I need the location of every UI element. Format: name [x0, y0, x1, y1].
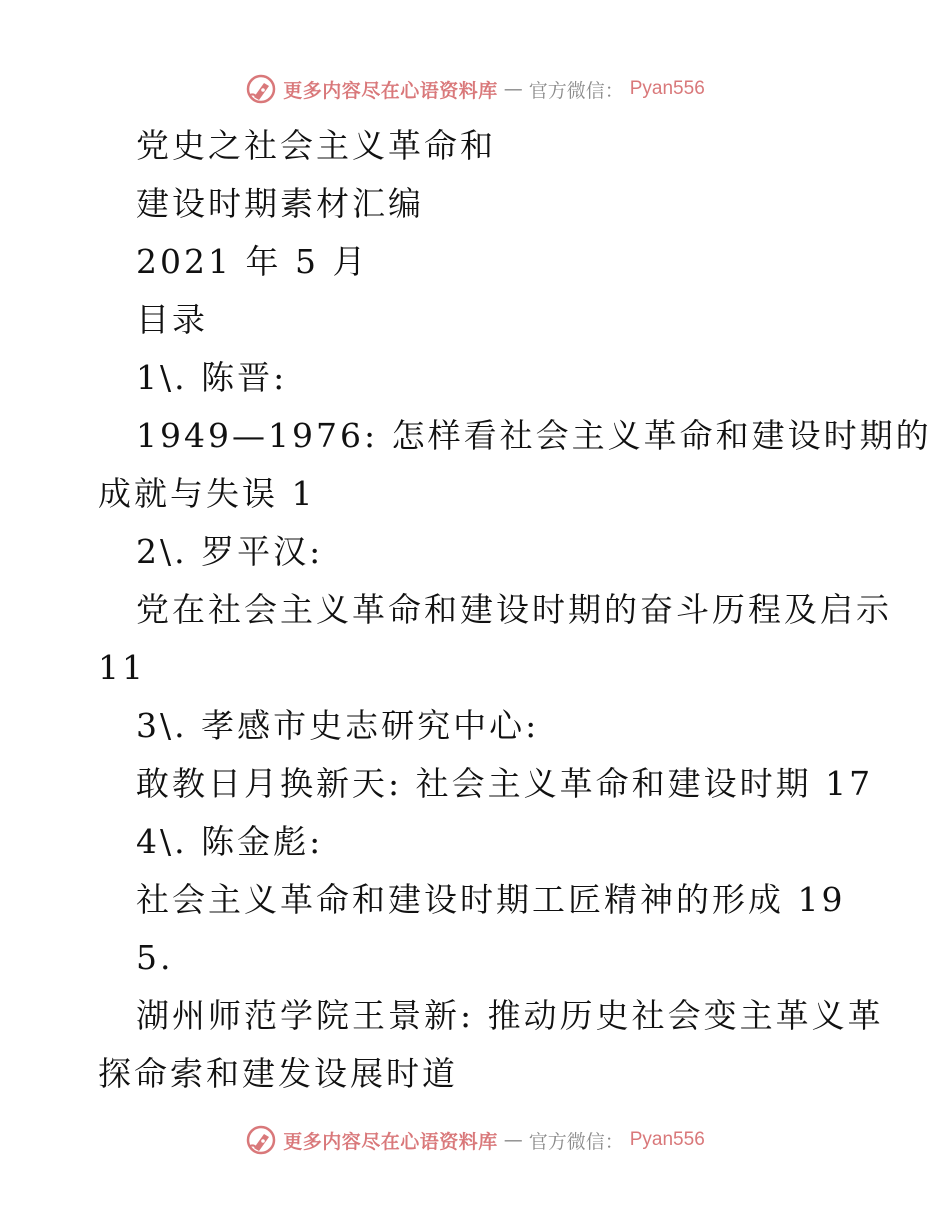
document-date: 2021 年 5 月 — [136, 242, 369, 281]
toc-entry-3-header — [136, 697, 539, 755]
toc-entry-number: 1\. — [136, 358, 188, 397]
toc-entry-author: 陈晋: — [201, 358, 288, 397]
pen-nib-logo-icon — [245, 73, 277, 105]
toc-entry-2-title: 党在社会主义革命和建设时期的奋斗历程及启示 — [136, 590, 892, 629]
toc-entry-author: 孝感市史志研究中心: — [201, 706, 540, 745]
toc-entry-5-title: 湖州师范学院王景新: 推动历史社会变主革义革 — [136, 996, 884, 1035]
watermark-official-label: 官方微信： — [528, 1130, 624, 1153]
toc-entry-1-title: 1949—1976: 怎样看社会主义革命和建设时期的 — [136, 416, 932, 455]
toc-entry-5-number: 5. — [136, 938, 174, 977]
document-title-line-2: 建设时期素材汇编 — [136, 184, 424, 223]
toc-entry-2-title-cont: 11 — [98, 648, 146, 687]
watermark-brand: 更多内容尽在心语资料库 — [283, 79, 498, 102]
document-title-line-1: 党史之社会主义革命和 — [136, 126, 496, 165]
pen-nib-logo-icon — [245, 1124, 277, 1156]
watermark-footer — [0, 1120, 950, 1160]
watermark-id: Pyan556 — [629, 1129, 705, 1150]
watermark-official-label: 官方微信： — [528, 79, 624, 102]
toc-entry-3-title: 敢教日月换新天: 社会主义革命和建设时期 17 — [136, 764, 874, 803]
toc-entry-number: 4\. — [136, 822, 188, 861]
toc-entry-4-title: 社会主义革命和建设时期工匠精神的形成 19 — [136, 880, 846, 919]
toc-entry-author: 陈金彪: — [201, 822, 324, 861]
watermark-brand: 更多内容尽在心语资料库 — [283, 1130, 498, 1153]
toc-entry-author: 罗平汉: — [201, 532, 324, 571]
toc-entry-number: 2\. — [136, 532, 188, 571]
toc-entry-5-title-cont: 探命索和建发设展时道 — [98, 1054, 458, 1093]
watermark-header — [0, 69, 950, 109]
toc-entry-4-header — [136, 813, 323, 871]
toc-heading: 目录 — [136, 300, 208, 339]
toc-entry-number: 3\. — [136, 706, 188, 745]
watermark-dash: — — [503, 1129, 523, 1151]
toc-entry-1-header — [136, 349, 287, 407]
toc-entry-2-header — [136, 523, 323, 581]
watermark-id: Pyan556 — [629, 78, 705, 99]
toc-entry-1-title-cont: 成就与失误 1 — [98, 474, 316, 513]
watermark-dash: — — [503, 78, 523, 100]
